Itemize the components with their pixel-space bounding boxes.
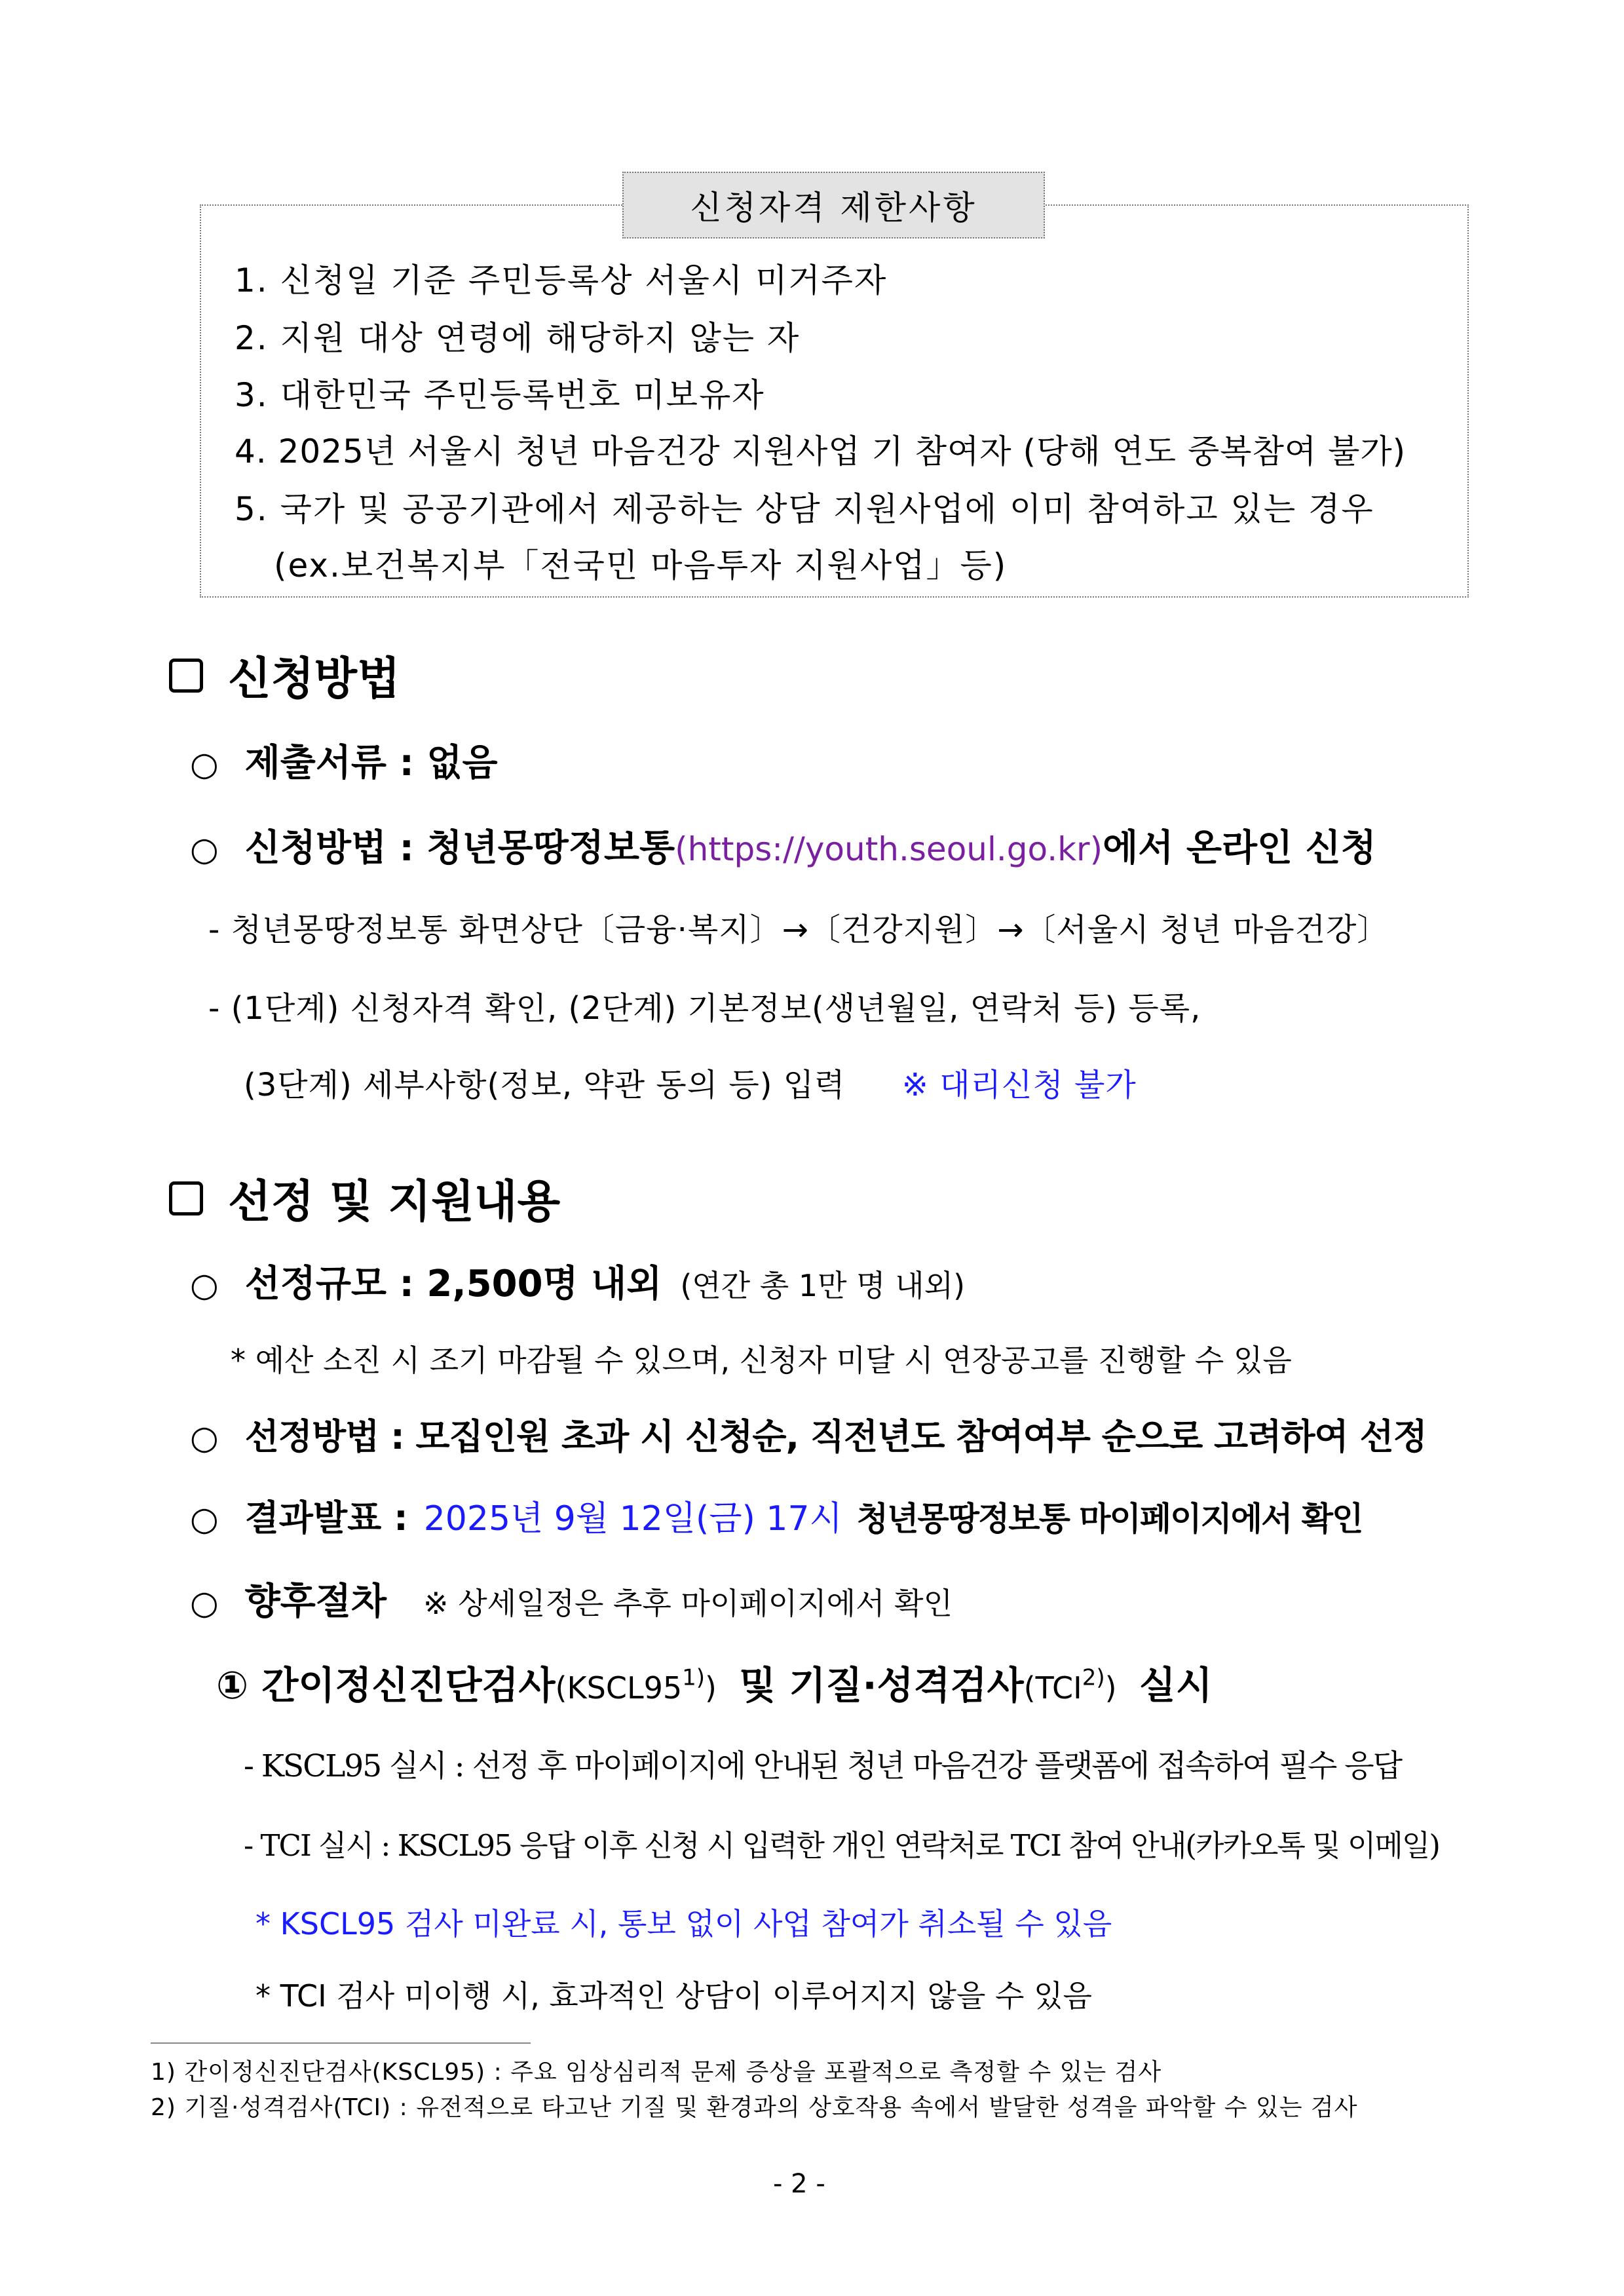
section-heading-apply — [169, 643, 400, 707]
tci-line: - TCI 실시 : KSCL95 응답 이후 신청 시 입력한 개인 연락처로 TCI 참여 안내(카카오톡 및 이메일) — [244, 1828, 1439, 1863]
restriction-item-5-example: (ex.보건복지부「전국민 마음투자 지원사업」등) — [274, 546, 1008, 584]
selection-method-text: 선정방법 : 모집인원 초과 시 신청순, 직전년도 참여여부 순으로 고려하여 선정 — [244, 1416, 1427, 1457]
apply-method-tail: 에서 온라인 신청 — [1103, 827, 1376, 870]
result-label: 결과발표 : — [244, 1497, 408, 1539]
next-label: 향후절차 — [244, 1580, 387, 1623]
footnote-divider — [151, 2042, 531, 2044]
apply-url-link[interactable]: (https://youth.seoul.go.kr) — [675, 830, 1103, 868]
restriction-item-4: 4. 2025년 서울시 청년 마음건강 지원사업 기 참여자 (당해 연도 중복참여 불가) — [235, 432, 1407, 470]
circle-bullet-icon: ○ — [190, 1500, 219, 1538]
step-kscl-code: (KSCL95 — [555, 1670, 683, 1706]
step-and: 및 — [739, 1663, 776, 1708]
apply-method — [190, 819, 1376, 871]
selection-scale-note: (연간 총 1만 명 내외) — [680, 1268, 966, 1303]
result-date: 2025년 9월 12일(금) 17시 — [423, 1499, 842, 1539]
page-number: - 2 - — [773, 2169, 825, 2199]
circle-bullet-icon: ○ — [190, 1419, 219, 1457]
apply-heading-text: 신청방법 — [228, 653, 400, 705]
warn-kscl: * KSCL95 검사 미완료 시, 통보 없이 사업 참여가 취소될 수 있음 — [255, 1906, 1112, 1942]
proxy-note: ※ 대리신청 불가 — [901, 1067, 1137, 1103]
step-number: ① — [216, 1663, 249, 1708]
step-kscl-name: 간이정신진단검사 — [261, 1663, 556, 1708]
step-tci-close: ) — [1105, 1670, 1117, 1706]
step-1-heading — [216, 1655, 1213, 1710]
result-tail: 청년몽땅정보통 마이페이지에서 확인 — [856, 1500, 1363, 1538]
checkbox-icon — [169, 659, 203, 693]
restriction-item-1: 1. 신청일 기준 주민등록상 서울시 미거주자 — [235, 261, 888, 299]
circle-bullet-icon: ○ — [190, 745, 219, 783]
selection-next — [190, 1573, 953, 1625]
step-run: 실시 — [1139, 1663, 1213, 1708]
restriction-item-3: 3. 대한민국 주민등록번호 미보유자 — [235, 376, 765, 414]
step-tci-code: (TCI — [1023, 1670, 1082, 1706]
apply-steps-line-1: - (1단계) 신청자격 확인, (2단계) 기본정보(생년월일, 연락처 등) 등록, — [208, 990, 1201, 1027]
apply-steps-line-2 — [244, 1060, 1137, 1105]
circle-bullet-icon: ○ — [190, 1584, 219, 1622]
selection-scale — [190, 1255, 965, 1307]
apply-method-label: 신청방법 : 청년몽땅정보통 — [244, 827, 675, 870]
kscl-line: - KSCL95 실시 : 선정 후 마이페이지에 안내된 청년 마음건강 플랫폼에 접속하여 필수 응답 — [244, 1748, 1402, 1784]
step-kscl-close: ) — [705, 1670, 717, 1706]
restriction-item-2: 2. 지원 대상 연령에 해당하지 않는 자 — [235, 319, 801, 357]
next-note: ※ 상세일정은 추후 마이페이지에서 확인 — [423, 1586, 953, 1621]
footnote-1: 1) 간이정신진단검사(KSCL95) : 주요 임상심리적 문제 증상을 포괄적으로 측정할 수 있는 검사 — [151, 2059, 1162, 2086]
step-tci-name: 기질·성격검사 — [789, 1663, 1024, 1708]
budget-note: * 예산 소진 시 조기 마감될 수 있으며, 신청자 미달 시 연장공고를 진행할 수 있음 — [231, 1343, 1292, 1378]
selection-scale-text: 선정규모 : 2,500명 내외 — [244, 1263, 662, 1305]
apply-steps-text: (3단계) 세부사항(정보, 약관 동의 등) 입력 — [244, 1067, 846, 1103]
circle-bullet-icon: ○ — [190, 1266, 219, 1304]
apply-path: - 청년몽땅정보통 화면상단〔금융·복지〕→〔건강지원〕→〔서울시 청년 마음건강〕 — [208, 911, 1389, 948]
checkbox-icon — [169, 1181, 203, 1215]
section-heading-selection — [169, 1166, 560, 1230]
warn-tci: * TCI 검사 미이행 시, 효과적인 상담이 이루어지지 않을 수 있음 — [255, 1978, 1092, 2014]
apply-docs-text: 제출서류 : 없음 — [244, 742, 498, 784]
apply-docs — [190, 734, 498, 786]
footnote-ref-1: 1) — [682, 1664, 706, 1691]
selection-result — [190, 1490, 1362, 1540]
footnote-2: 2) 기질·성격검사(TCI) : 유전적으로 타고난 기질 및 환경과의 상호작용 속에서 발달한 성격을 파악할 수 있는 검사 — [151, 2094, 1358, 2121]
circle-bullet-icon: ○ — [190, 830, 219, 868]
selection-method — [190, 1409, 1427, 1459]
selection-heading-text: 선정 및 지원내용 — [228, 1176, 561, 1228]
restriction-item-5: 5. 국가 및 공공기관에서 제공하는 상담 지원사업에 이미 참여하고 있는 경우 — [235, 490, 1374, 528]
restrictions-title: 신청자격 제한사항 — [622, 172, 1045, 239]
footnote-ref-2: 2) — [1082, 1664, 1105, 1691]
